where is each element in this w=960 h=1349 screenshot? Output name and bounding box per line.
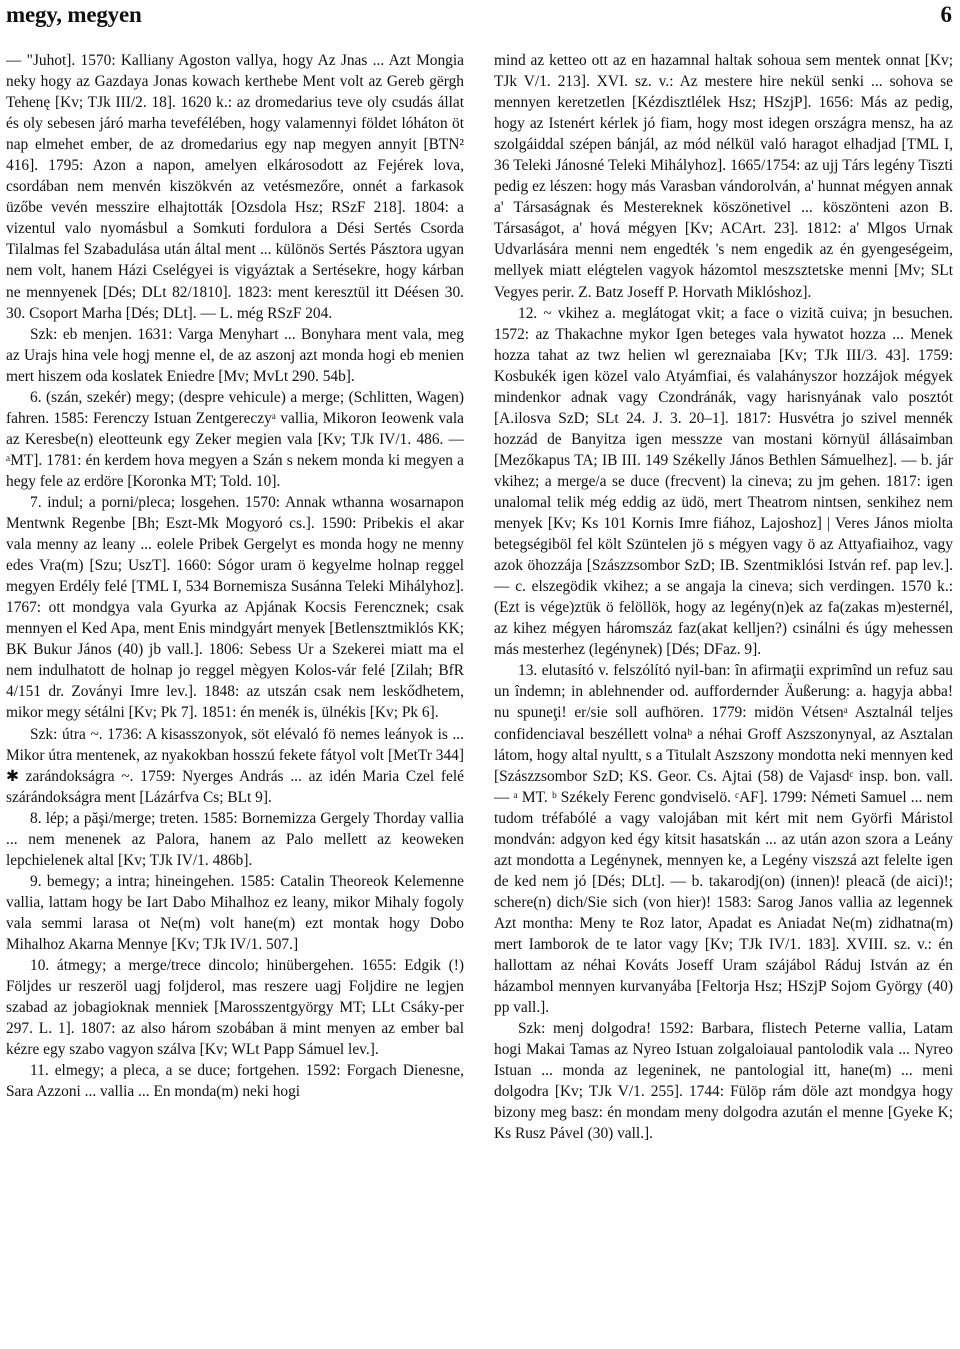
left-column (6, 50, 464, 1345)
page-header (6, 2, 952, 32)
paragraph: Szk: menj dolgodra! 1592: Barbara, flistech Peterne vallia, Latam hogi Makai Tamas az Nyreo Istuan zolgaloiaual pantolodik vala ... Nyreo Istuan ... monda az legeninek, ne pantologial itt, hane(m) ... meni dolgodra [Kv; TJk V/1. 255]. 1744: Fülöp rám döle azt mondgya hogy bizony meg basz: én mondam meny dolgodra azután el menne [Gyeke K; Ks Rusz Pável (30) vall.]. (494, 1020, 953, 1143)
paragraph: 11. elmegy; a pleca, a se duce; fortgehen. 1592: Forgach Dienesne, Sara Azzoni ... vallia ... En monda(m) neki hogi (6, 1062, 464, 1101)
paragraph: Szk: útra ~. 1736: A kisasszonyok, söt elévaló fö nemes leányok is ... Mikor útra mentenek, az nyakokban hosszú fekete fátyol volt [MetTr 344] ✱ zarándokságra ~. 1759: Nyerges András ... az idén Maria Czel felé szárándokságra ment [Lázárfva Cs; BLt 9]. (6, 725, 464, 806)
paragraph: 8. lép; a păşi/merge; treten. 1585: Bornemizza Gergely Thorday vallia ... nem menenek az Palora, hanem az Palo mellett az keoweken lepchielenek altal [Kv; TJk IV/1. 486b]. (6, 809, 464, 869)
paragraph: Szk: eb menjen. 1631: Varga Menyhart ... Bonyhara ment vala, meg az Urajs hina vele hogj menne el, de az aszonj azt monda hogi eb menien mert hiszem oda koslatek Eniedre [Mv; MvLt 290. 54b]. (6, 325, 464, 385)
paragraph: mind az ketteo ott az en hazamnal haltak sohoua sem mentek onnat [Kv; TJk V/1. 213]. XVI. sz. v.: Az mestere hire nekül senki ... sohova se mennyen keretzetlen [Kézdisztlélek Hsz; HSzjP]. 1656: Más az pedig, hogy az Istenért kérlek jó fiam, hogy most idegen országra mensz, ha az szolgáiddal szépen bánjál, az mód nélkül való haragot elhadjad [TML I, 36 Teleki Jánosné Teleki Mihályhoz]. 1665/1754: az ujj Társ legény Tiszti pedig ez lészen: hogy más Varasban vándorolván, a' hunnat mégyen annak a' Társaságnak és Mestereknek köszönetivel ... köszönteni azon B. Társaságot, a' hová mégyen [Kv; ACArt. 23]. 1812: a' Mlgos Urnak Udvarlására menni nem engedték 's nem engedik az én gyengeségeim, mellyek miatt elégtelen vagyok házomtol meszsztetske menni [Mv; SLt Vegyes perir. Z. Batz Joseff P. Horvath Miklóshoz]. (494, 52, 953, 301)
paragraph: 10. átmegy; a merge/trece dincolo; hinübergehen. 1655: Edgik (!) Följdes ur reszeröl uagj foljderol, mas reszere uagj Foljdire ne legjen szabad az jobagioknak menniek [Marosszentgyörgy MT; LLt Csáky-per 297. L. 1]. 1807: az also három szobában ä mint menyen az ember bal kézre egy szabo vagyon szálva [Kv; WLt Papp Sámuel lev.]. (6, 957, 464, 1059)
paragraph: 7. indul; a porni/pleca; losgehen. 1570: Annak wthanna wosarnapon Mentwnk Regenbe [Bh; Eszt-Mk Mogyoró cs.]. 1590: Pribekis el akar vala menny az leany ... eolele Pribek Gergelyt es monda hogy ne menny edes Vra(m) [Szu; UszT]. 1660: Sógor uram ö kegyelme holnap reggel megyen Erdély felé [TML I, 534 Bornemisza Susánna Teleki Mihályhoz]. 1767: ott mondgya vala Gyurka az Apjának Kocsis Ferencznek; csak mennyen el Ked Apa, ment Enis mindgyárt menyek [Betlensztmiklós KK; BK Bukur János (40) jb vall.]. 1806: Sebess Ur a Szekerei miatt ma el nem indulhatott de holnap jo reggel mègyen Kolos-vár felé [Zilah; BfR 4/151 dr. Zoványi Imre lev.]. 1848: az utszán csak nem leskődhetem, mikor megy sétálni [Kv; Pk 7]. 1851: én menék is, ülnékis [Kv; Pk 6]. (6, 493, 464, 722)
paragraph: 12. ~ vkihez a. meglátogat vkit; a face o vizită cuiva; jn besuchen. 1572: az Thakachne mykor Igen beteges vala hywatot hozza ... Menek hozza tahat az twz helien wl gereznaiaba [Kv; TJk III/3. 43]. 1759: Kosbukék igen közel valo Atyámfiai, és valahányszor hozzájok mégyek mindenkor adnak vagy Czondránák, vagy harisnyának valo posztót [A.ilosva SzD; SLt 24. J. 3. 20–1]. 1817: Husvétra jo szivel mennék hozzád de Banyitza igen messzze van mostani környül állásaimban [Mezőkapus TA; IB III. 149 Székelly János Bethlen Sámuelhez]. — b. jár vkihez; a merge/a se duce (frecvent) la cineva; zu jm gehen. 1817: igen unalomal telik még eddig az üdö, mert Theatrom nintsen, senkihez nem menyek [Kv; Ks 101 Kornis Imre fiához, Lajoshoz] | Veres János miolta betegségiböl fel költ Szüntelen jö s mégyen vagy ö az Attyafiaihoz, vagy azok öhozzája [Szászzsombor SzD; IB. Szentmiklósi István ref. pap lev.]. — c. elszegödik vkihez; a se angaja la cineva; sich verdingen. 1570 k.: (Ezt is vége)ztük ö felöllök, hogy az legény(n)ek az fa(zakas m)esternél, az kihez mégyen háromszáz faz(akat kelljen?) csinálni és úgy mehessen más mesterhez (legénynek) [Dés; DFaz. 9]. (494, 304, 953, 659)
paragraph: 13. elutasító v. felszólító nyil-ban: în afirmaţii exprimînd un refuz sau un îndemn; in ablehnender od. auffordernder Äußerung: a. hagyja abba! nu spuneţi! er/sie soll aufhören. 1779: midön Vétsenᵃ Asztalnál teljes confidenciaval beszéllett volnaᵇ a néhai Groff Aszszonynyal, az Asztalan látom, hogy altal nyultt, s a Titulalt Aszszony mondotta neki mennyen ked [Szászzsombor SzD; KS. Geor. Cs. Ajtai (58) de Vajasdᶜ insp. bon. vall. — ᵃ MT. ᵇ Székely Ferenc gondviselö. ᶜAF]. 1799: Németi Samuel ... nem tudom tréfabólé a vagy valojában mit kért mit nem Györfi Máristol mondván: adgyon ked égy kitsit hasatskán ... az után azon szora a Leány azt mondotta a Legénynek, mennyen ke, a Legény viszszá azt felelte igen de ked nem jó [Dés; DLt]. — b. takarodj(on) (innen)! pleacă (de aici)!; schere(n) dich/Sie sich (von hier)! 1583: Sarog Janos vallia az legennek Azt montha: Meny te Roz lator, Apadat es Aniadat Ne(m) zidhatna(m) mert Iamborok de te lator vagy [Kv; TJk IV/1. 183]. XVIII. sz. v.: én hallottam az néhai Kováts Joseff Uram szájábol Ráduj István az én házambol mennyen kurvanyába [Feltorja Hsz; HSzjP Sojom György (40) pp vall.]. (494, 662, 953, 1017)
running-head: megy, megyen (6, 2, 142, 27)
paragraph: 6. (szán, szekér) megy; (despre vehicule) a merge; (Schlitten, Wagen) fahren. 1585: Ferenczy Istuan Zentgereczyᵃ vallia, Mikoron Ieowenk vala az Keresbe(n) eleotteunk egy Zeker megien vala [Kv; TJk IV/1. 486. — ᵃMT]. 1781: én kerdem hova megyen a Szán s nekem monda ki megyen a hegy fele az erdöre [Koronka MT; Told. 10]. (6, 388, 464, 490)
paragraph: 9. bemegy; a intra; hineingehen. 1585: Catalin Theoreok Kelemenne vallia, lattam hogy be Iart Dabo Mihalhoz ez leany, mikor Mihaly fogoly vala semmi larasa ot Ne(m) volt hane(m) ezt montak hogy Dobo Mihalhoz Akarna Mennye [Kv; TJk IV/1. 507.] (6, 872, 464, 953)
page-number: 6 (940, 2, 952, 27)
right-column (494, 50, 953, 1345)
paragraph: — "Juhot]. 1570: Kalliany Agoston vallya, hogy Az Jnas ... Azt Mongia neky hogy az Gazdaya Jonas kowach kerthebe Ment volt az Gereb gërgh Tehenę [Kv; TJk III/2. 18]. 1620 k.: az dromedarius teve oly csudás állat és oly sebesen járó marha tevefélében, hogy valamennyi földet lóháton öt nap elmehet ember, de az dromedarius egy nap megyen annyit [BTN² 416]. 1795: Azon a napon, amelyen elkárosodott az Fejérek lova, csordában nem menvén kiszökvén az vetésmezőre, onnét a farkasok üzőbe vevén messzire elhajtották [Ozsdola Hsz; RSzF 218]. 1804: a vizentul valo nyomásbul a Somkuti fordulora a Dési Sertés Csorda Tilalmas fel Szabadulása után által ment ... különös Sertés Pásztora ugyan nem volt, hanem Házi Cselégyei is vigyáztak a Sertésekre, hogy kárban ne mennyenek [Dés; DLt 82/1810]. 1823: ment keresztül itt Déésen 30. 30. Csoport Marha [Dés; DLt]. — L. még RSzF 204. (6, 52, 464, 322)
